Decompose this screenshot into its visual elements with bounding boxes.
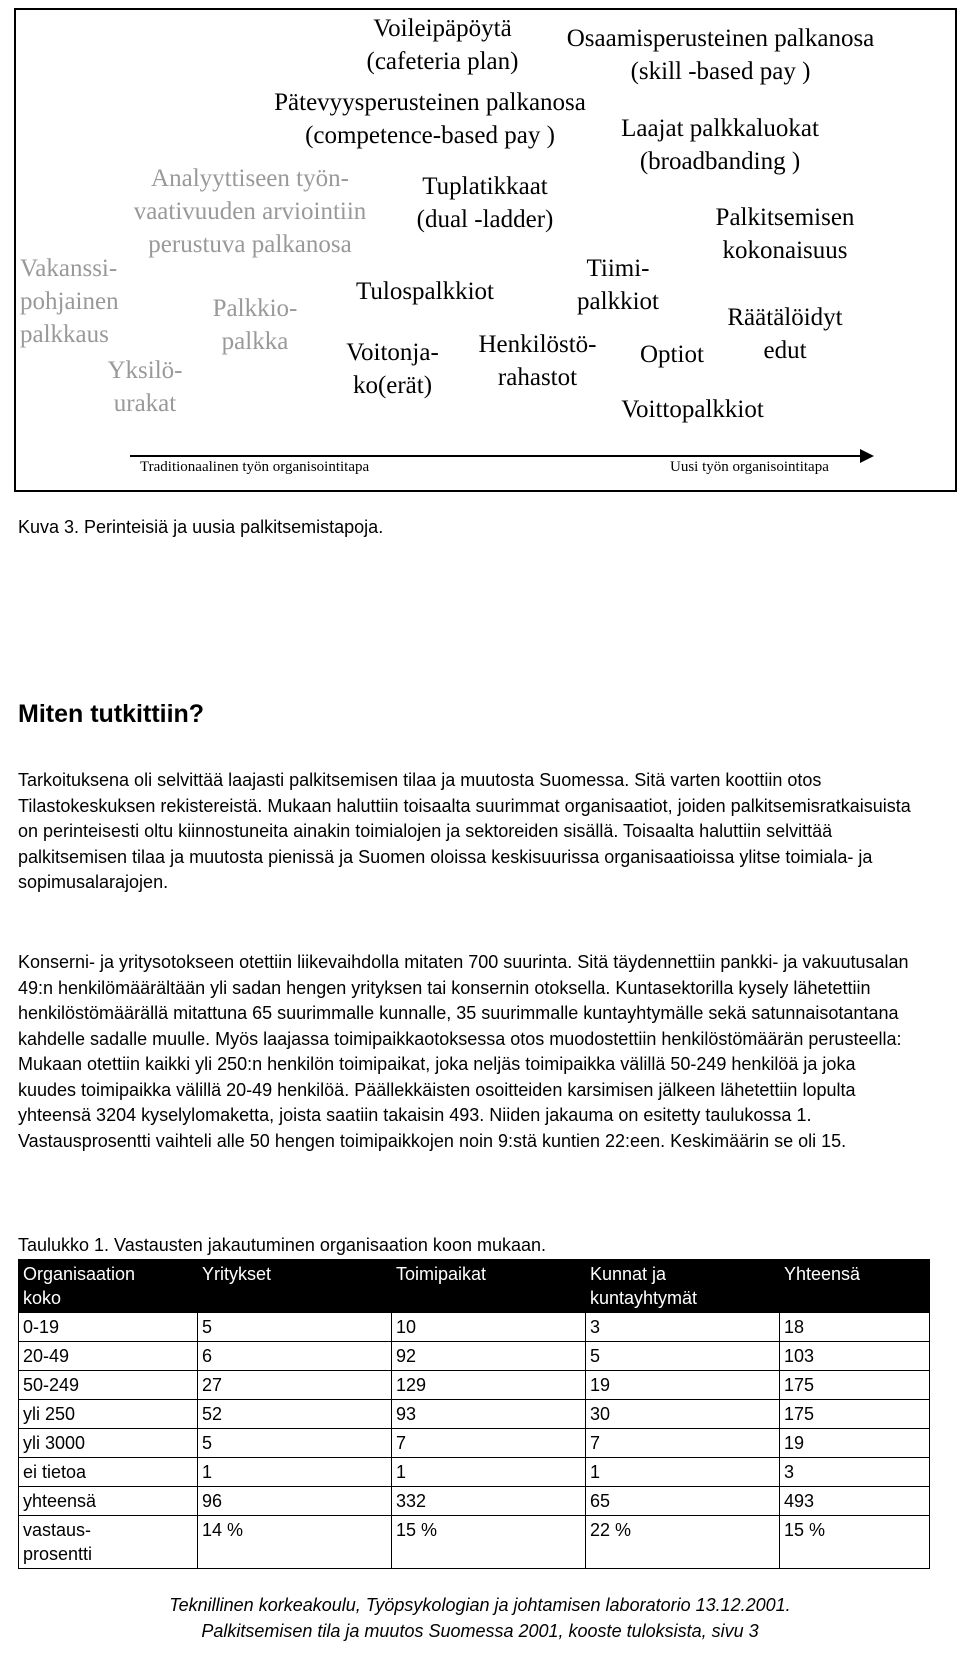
label-patevyysperusteinen: Pätevyysperusteinen palkanosa (competence-based pay ) (274, 89, 586, 149)
table-cell: 65 (586, 1487, 780, 1516)
table-cell: 1 (586, 1458, 780, 1487)
table-row (19, 1429, 930, 1458)
table-cell: 14 % (198, 1516, 392, 1569)
table-cell: yli 250 (19, 1400, 198, 1429)
table-cell: 103 (780, 1342, 930, 1371)
section-heading: Miten tutkittiin? (18, 700, 205, 728)
table-row (19, 1458, 930, 1487)
label-voittopalkkiot: Voittopalkkiot (621, 396, 764, 423)
organization-axis-line (130, 455, 865, 457)
table-cell: 129 (392, 1371, 586, 1400)
table-cell: 10 (392, 1313, 586, 1342)
footer-line-1: Teknillinen korkeakoulu, Työpsykologian ja johtamisen laboratorio 13.12.2001. (169, 1595, 791, 1615)
label-palkitsemisen-kokonaisuus: Palkitsemisen kokonaisuus (715, 204, 855, 264)
table-cell: 6 (198, 1342, 392, 1371)
table-cell: 175 (780, 1371, 930, 1400)
footer-line-2: Palkitsemisen tila ja muutos Suomessa 2001, kooste tuloksista, sivu 3 (201, 1621, 759, 1641)
label-optiot: Optiot (640, 341, 704, 368)
column-header: Yritykset (198, 1260, 392, 1313)
axis-label-new: Uusi työn organisointitapa (670, 459, 829, 475)
table-cell: 175 (780, 1400, 930, 1429)
table-cell: 19 (586, 1371, 780, 1400)
label-henkilostorahastot: Henkilöstö- rahastot (478, 331, 597, 391)
arrow-right-icon (860, 449, 874, 463)
label-yksilourakat: Yksilö- urakat (107, 357, 183, 417)
table-cell: 27 (198, 1371, 392, 1400)
paragraph-method-2: Konserni- ja yritysotokseen otettiin liikevaihdolla mitaten 700 suurinta. Sitä täydennettiin pankki- ja vakuutusalan 49:n henkilömäärältään yli sadan hengen yrityksen tai konsernin otoksella. Kuntasektorilla kysely lähetettiin henkilöstömäärällä mitattuna 65 suurimmalle kunnalle, 35 suurimmalle kuntayhtymälle sekä satunnaisotantana kahdelle sadalle muulle. Myös laajassa toimipaikkaotoksessa otos muodostettiin henkilöstömäärän perusteella: Mukaan otettiin kaikki yli 250:n henkilön toimipaikat, joka neljäs toimipaikka välillä 50-249 henkilöä ja joka kuudes toimipaikka välillä 20-49 henkilöä. Päällekkäisten osoitteiden karsimisen jälkeen lähetettiin lopulta yhteensä 3204 kyselylomaketta, joista saatiin takaisin 493. Niiden jakauma on esitetty taulukossa 1. Vastausprosentti vaihteli alle 50 hengen toimipaikkojen noin 9:stä kuntien 22:een. Keskimäärin se oli 15. (18, 952, 909, 1151)
table-cell: 19 (780, 1429, 930, 1458)
label-voitonjako: Voitonja- ko(erät) (346, 339, 439, 399)
column-header: Yhteensä (780, 1260, 930, 1313)
table-cell: 0-19 (19, 1313, 198, 1342)
paragraph-method-1: Tarkoituksena oli selvittää laajasti palkitsemisen tilaa ja muutosta Suomessa. Sitä varten koottiin otos Tilastokeskuksen rekistereistä. Mukaan haluttiin toisaalta suurimmat organisaatiot, joiden palkitsemisratkaisuista on perinteisesti oltu kiinnostuneita ainakin toimialojen ja sektoreiden sisällä. Toisaalta haluttiin selvittää palkitsemisen tilaa ja muutosta pienissä ja Suomen oloissa keskisuurissa organisaatioissa ylitse toimiala- ja sopimusalarajojen. (18, 770, 911, 892)
column-header: Kunnat ja kuntayhtymät (586, 1260, 780, 1313)
table-cell: 5 (198, 1313, 392, 1342)
table-row (19, 1342, 930, 1371)
table-row (19, 1371, 930, 1400)
table-cell: 5 (198, 1429, 392, 1458)
table-cell: 93 (392, 1400, 586, 1429)
table-cell: 3 (586, 1313, 780, 1342)
table-cell: 20-49 (19, 1342, 198, 1371)
table-cell: ei tietoa (19, 1458, 198, 1487)
table-cell: 7 (392, 1429, 586, 1458)
table-cell: 15 % (780, 1516, 930, 1569)
table-cell: yli 3000 (19, 1429, 198, 1458)
table-row (19, 1516, 930, 1569)
table-row (19, 1487, 930, 1516)
label-palkkiopalkka: Palkkio- palkka (212, 295, 298, 355)
label-analyyttiseen: Analyyttiseen työn- vaativuuden arviointiin perustuva palkanosa (133, 165, 367, 258)
table-cell: 7 (586, 1429, 780, 1458)
table-cell: 52 (198, 1400, 392, 1429)
table-header-row (19, 1260, 930, 1313)
figure-caption: Kuva 3. Perinteisiä ja uusia palkitsemistapoja. (18, 517, 384, 537)
label-tulospalkkiot: Tulospalkkiot (355, 278, 494, 305)
label-tuplatikkaat: Tuplatikkaat (dual -ladder) (416, 173, 554, 233)
table-row (19, 1400, 930, 1429)
table-cell: 30 (586, 1400, 780, 1429)
table-cell: 3 (780, 1458, 930, 1487)
column-header: Organisaation koko (19, 1260, 198, 1313)
table-cell: 493 (780, 1487, 930, 1516)
table-cell: 96 (198, 1487, 392, 1516)
label-osaamisperusteinen: Osaamisperusteinen palkanosa (skill -based pay ) (566, 25, 875, 85)
table-cell: 5 (586, 1342, 780, 1371)
table-cell: 1 (392, 1458, 586, 1487)
axis-label-traditional: Traditionaalinen työn organisointitapa (140, 459, 370, 475)
table-cell: vastaus- prosentti (19, 1516, 198, 1569)
table-cell: 22 % (586, 1516, 780, 1569)
table-cell: yhteensä (19, 1487, 198, 1516)
table-cell: 18 (780, 1313, 930, 1342)
table-cell: 332 (392, 1487, 586, 1516)
label-laajat-palkkaluokat: Laajat palkkaluokat (broadbanding ) (621, 115, 819, 175)
label-tiimipalkkiot: Tiimi- palkkiot (577, 255, 659, 315)
table-cell: 50-249 (19, 1371, 198, 1400)
table-cell: 92 (392, 1342, 586, 1371)
column-header: Toimipaikat (392, 1260, 586, 1313)
table-cell: 1 (198, 1458, 392, 1487)
label-vakanssipohjainen: Vakanssi- pohjainen palkkaus (20, 255, 119, 348)
table-caption: Taulukko 1. Vastausten jakautuminen organisaation koon mukaan. (18, 1235, 547, 1255)
label-raataloidyt-edut: Räätälöidyt edut (727, 304, 843, 364)
table-row (19, 1313, 930, 1342)
table-cell: 15 % (392, 1516, 586, 1569)
label-voileipapoyta: Voileipäpöytä (cafeteria plan) (366, 15, 519, 75)
response-distribution-table (18, 1259, 930, 1569)
